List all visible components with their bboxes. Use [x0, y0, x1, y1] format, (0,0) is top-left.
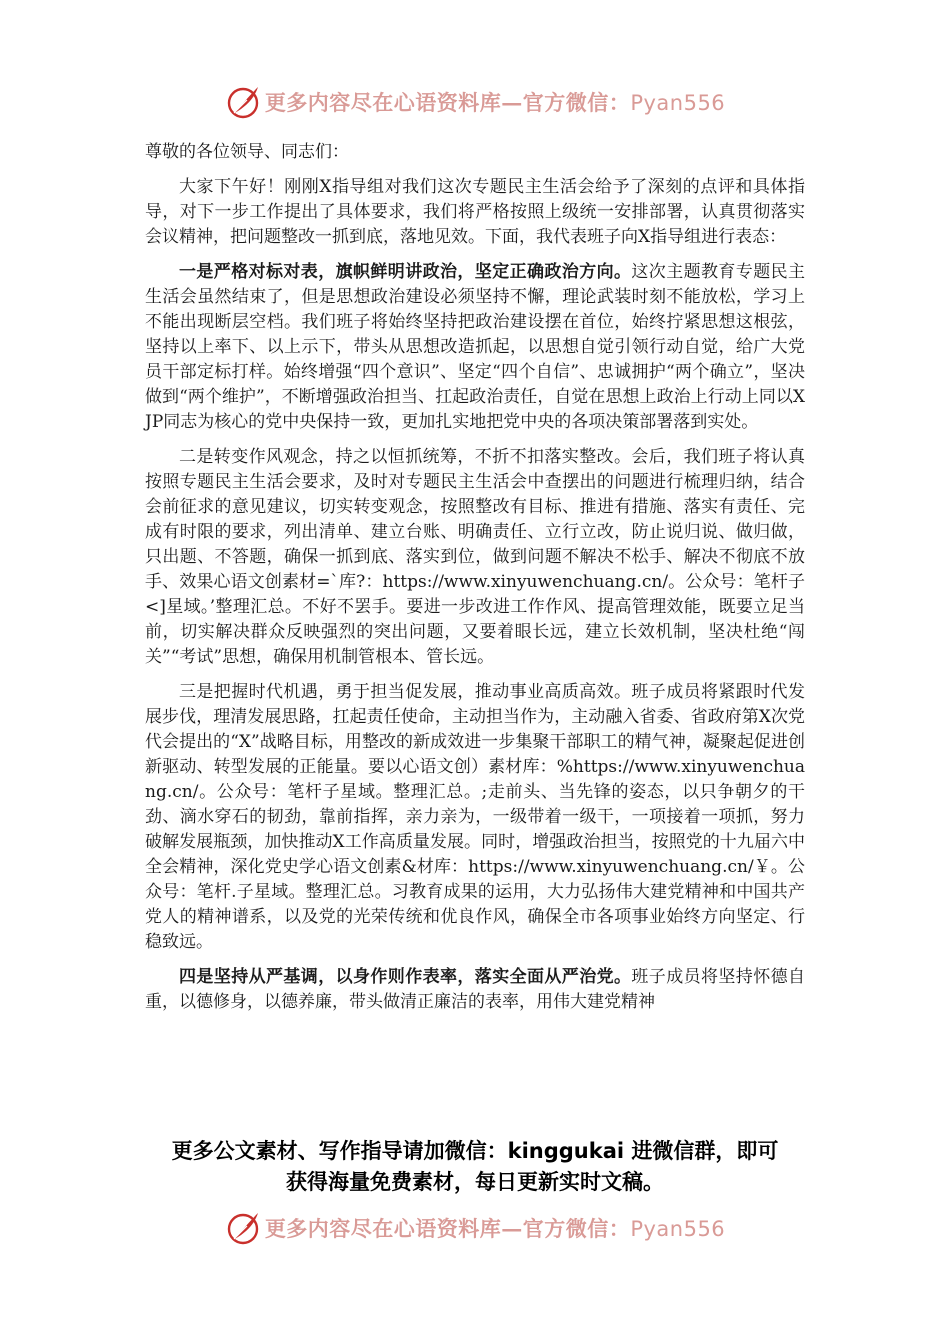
- paragraph-intro: [145, 175, 805, 250]
- quill-logo-icon: [225, 1210, 261, 1246]
- paragraph-lead: 一是严格对标对表，旗帜鲜明讲政治，坚定正确政治方向。: [179, 262, 632, 282]
- header-banner: [0, 82, 950, 122]
- paragraph-point-4: [145, 965, 805, 1015]
- paragraph-point-2: [145, 445, 805, 670]
- footer-notice-line-2: 获得海量免费素材，每日更新实时文稿。: [286, 1170, 664, 1194]
- footer-banner: [0, 1208, 950, 1248]
- salutation: 尊敬的各位领导、同志们：: [145, 142, 349, 162]
- quill-logo-icon: [225, 84, 261, 120]
- paragraph-body: 大家下午好！刚刚X指导组对我们这次专题民主生活会给予了深刻的点评和具体指导，对下一步工作提出了具体要求，我们将严格按照上级统一安排部署，认真贯彻落实会议精神，把问题整改一抓到底，落地见效。下面，我代表班子向X指导组进行表态：: [145, 177, 805, 247]
- paragraph-point-3: [145, 680, 805, 955]
- header-banner-code: Pyan556: [630, 91, 726, 115]
- paragraph-lead: 四是坚持从严基调，以身作则作表率，落实全面从严治党。: [179, 967, 632, 987]
- paragraph-body: 班子成员将坚持怀德自重，以德修身，以德养廉，带头做清正廉洁的表率，用伟大建党精神: [145, 967, 806, 1012]
- paragraph-point-1: [145, 260, 805, 435]
- document-body: [145, 140, 805, 1025]
- paragraph-body: 二是转变作风观念，持之以恒抓统筹，不折不扣落实整改。会后，我们班子将认真按照专题民主生活会要求，及时对专题民主生活会中查摆出的问题进行梳理归纳，结合会前征求的意见建议，切实转变观念，按照整改有目标、推进有措施、落实有责任、完成有时限的要求，列出清单、建立台账、明确责任、立行立改，防止说归说、做归做，只出题、不答题，确保一抓到底、落实到位，做到问题不解决不松手、解决不彻底不放手、效果心语文创素材=`库?：https://www.xinyuwenchuang.cn/。公众号：笔杆子<]星域。’整理汇总。不好不罢手。要进一步改进工作作风、提高管理效能，既要立足当前，切实解决群众反映强烈的突出问题，又要着眼长远，建立长效机制，坚决杜绝“闯关”“考试”思想，确保用机制管根本、管长远。: [145, 447, 805, 667]
- paragraph-body: 三是把握时代机遇，勇于担当促发展，推动事业高质高效。班子成员将紧跟时代发展步伐，理清发展思路，扛起责任使命，主动担当作为，主动融入省委、省政府第X次党代会提出的“X”战略目标，用整改的新成效进一步集聚干部职工的精气神，凝聚起促进创新驱动、转型发展的正能量。要以心语文创）素材库：%https://www.xinyuwenchuang.cn/。公众号：笔杆子星域。整理汇总。;走前头、当先锋的姿态，以只争朝夕的干劲、滴水穿石的韧劲，靠前指挥，亲力亲为，一级带着一级干，一项接着一项抓，努力破解发展瓶颈，加快推动X工作高质量发展。同时，增强政治担当，按照党的十九届六中全会精神，深化党史学心语文创素&材库：https://www.xinyuwenchuang.cn/￥。公众号：笔杆.子星域。整理汇总。习教育成果的运用，大力弘扬伟大建党精神和中国共产党人的精神谱系，以及党的光荣传统和优良作风，确保全市各项事业始终方向坚定、行稳致远。: [145, 682, 805, 952]
- footer-notice-line-1: 更多公文素材、写作指导请加微信：kinggukai 进微信群，即可: [171, 1139, 779, 1163]
- footer-banner-text: 更多内容尽在心语资料库—官方微信：Pyan556: [264, 1216, 726, 1241]
- footer-banner-code: Pyan556: [630, 1217, 726, 1241]
- footer-notice: [0, 1136, 950, 1198]
- header-banner-text: 更多内容尽在心语资料库—官方微信：Pyan556: [264, 90, 726, 115]
- paragraph-body: 这次主题教育专题民主生活会虽然结束了，但是思想政治建设必须坚持不懈，理论武装时刻不能放松，学习上不能出现断层空档。我们班子将始终坚持把政治建设摆在首位，始终拧紧思想这根弦，坚持以上率下、以上示下，带头从思想改造抓起，以思想自觉引领行动自觉，给广大党员干部定标打样。始终增强“四个意识”、坚定“四个自信”、忠诚拥护“两个确立”，坚决做到“两个维护”，不断增强政治担当、扛起政治责任，自觉在思想上政治上行动上同以XJP同志为核心的党中央保持一致，更加扎实地把党中央的各项决策部署落到实处。: [145, 262, 806, 432]
